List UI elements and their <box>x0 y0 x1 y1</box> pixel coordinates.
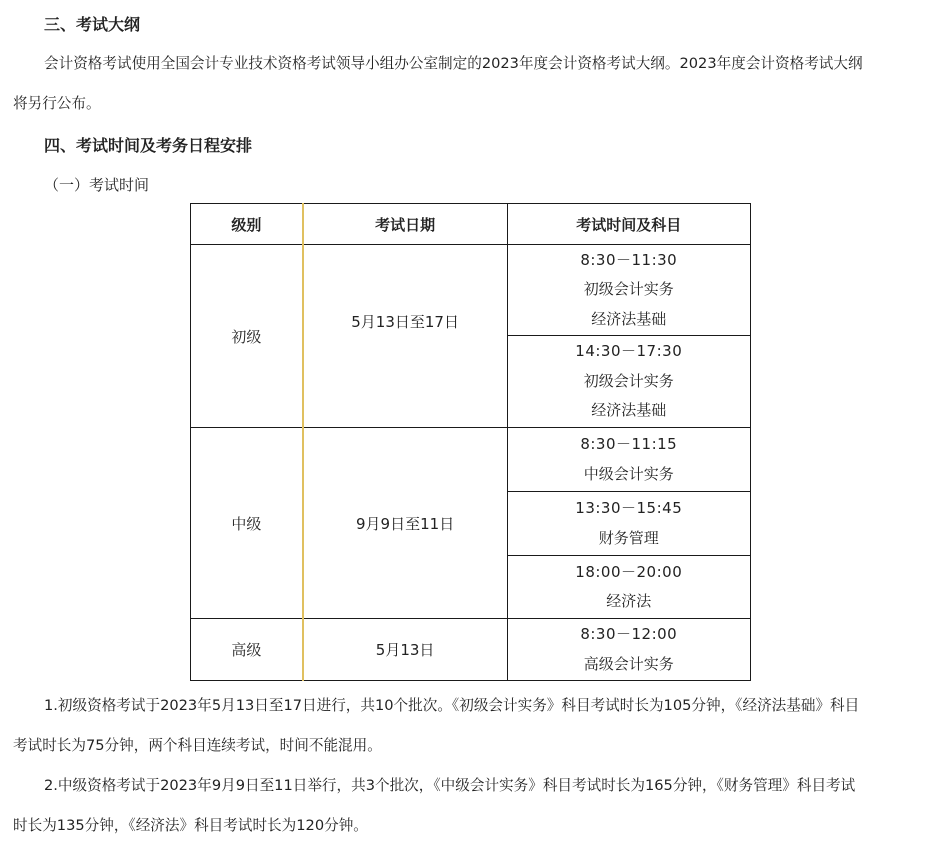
intermediate-date-cell: 9月9日至11日 <box>303 428 507 619</box>
table-header-row <box>191 204 751 245</box>
senior-date-cell: 5月13日 <box>303 619 507 681</box>
table-row <box>191 245 751 336</box>
intermediate-slot-1 <box>507 428 750 492</box>
note-1-line-2: 考试时长为75分钟，两个科目连续考试，时间不能混用。 <box>13 737 382 754</box>
junior-level-cell: 初级 <box>191 245 303 428</box>
section-4-heading: 四、考试时间及考务日程安排 <box>44 136 253 155</box>
section-3-paragraph-line-2: 将另行公布。 <box>13 95 101 112</box>
table-row <box>191 428 751 492</box>
intermediate-slot-2-subject: 财务管理 <box>598 528 659 547</box>
junior-slot-2 <box>507 336 750 428</box>
junior-slot-2-time: 14:30－17:30 <box>575 342 683 361</box>
intermediate-level-cell: 中级 <box>191 428 303 619</box>
header-level: 级别 <box>191 204 303 245</box>
header-time-subject: 考试时间及科目 <box>507 204 750 245</box>
exam-time-subheading: （一）考试时间 <box>44 176 150 194</box>
header-date: 考试日期 <box>303 204 507 245</box>
intermediate-slot-3-subject: 经济法 <box>606 592 652 610</box>
senior-level-cell: 高级 <box>191 619 303 681</box>
intermediate-slot-3 <box>507 556 750 619</box>
intermediate-slot-3-time: 18:00－20:00 <box>575 562 683 581</box>
junior-slot-2-subject-2: 经济法基础 <box>591 401 667 420</box>
table-row <box>191 619 751 681</box>
intermediate-slot-2 <box>507 492 750 556</box>
junior-slot-2-subject-1: 初级会计实务 <box>583 371 674 390</box>
note-2-line-2: 时长为135分钟，《经济法》科目考试时长为120分钟。 <box>13 817 368 834</box>
junior-slot-1 <box>507 245 750 336</box>
section-3-paragraph-line-1: 会计资格考试使用全国会计专业技术资格考试领导小组办公室制定的2023年度会计资格考试大纲。2023年度会计资格考试大纲 <box>44 55 863 72</box>
junior-slot-1-subject-1: 初级会计实务 <box>583 280 674 299</box>
junior-slot-1-subject-2: 经济法基础 <box>591 309 667 328</box>
junior-slot-1-time: 8:30－11:30 <box>580 250 678 269</box>
intermediate-slot-2-time: 13:30－15:45 <box>575 499 683 517</box>
senior-slot-1-subject: 高级会计实务 <box>583 654 674 673</box>
exam-schedule-table <box>190 203 751 681</box>
note-2-line-1: 2.中级资格考试于2023年9月9日至11日举行，共3个批次，《中级会计实务》科目考试时长为165分钟，《财务管理》科目考试 <box>44 777 856 794</box>
section-3-heading: 三、考试大纲 <box>44 15 141 34</box>
intermediate-slot-1-time: 8:30－11:15 <box>580 435 678 453</box>
junior-date-cell <box>303 245 507 428</box>
note-1-line-1: 1.初级资格考试于2023年5月13日至17日进行，共10个批次。《初级会计实务》科目考试时长为105分钟，《经济法基础》科目 <box>44 697 860 714</box>
intermediate-slot-1-subject: 中级会计实务 <box>583 464 674 483</box>
junior-date: 5月13日至17日 <box>351 313 459 331</box>
senior-slot-1-time: 8:30－12:00 <box>580 625 678 643</box>
senior-slot-1 <box>507 619 750 681</box>
